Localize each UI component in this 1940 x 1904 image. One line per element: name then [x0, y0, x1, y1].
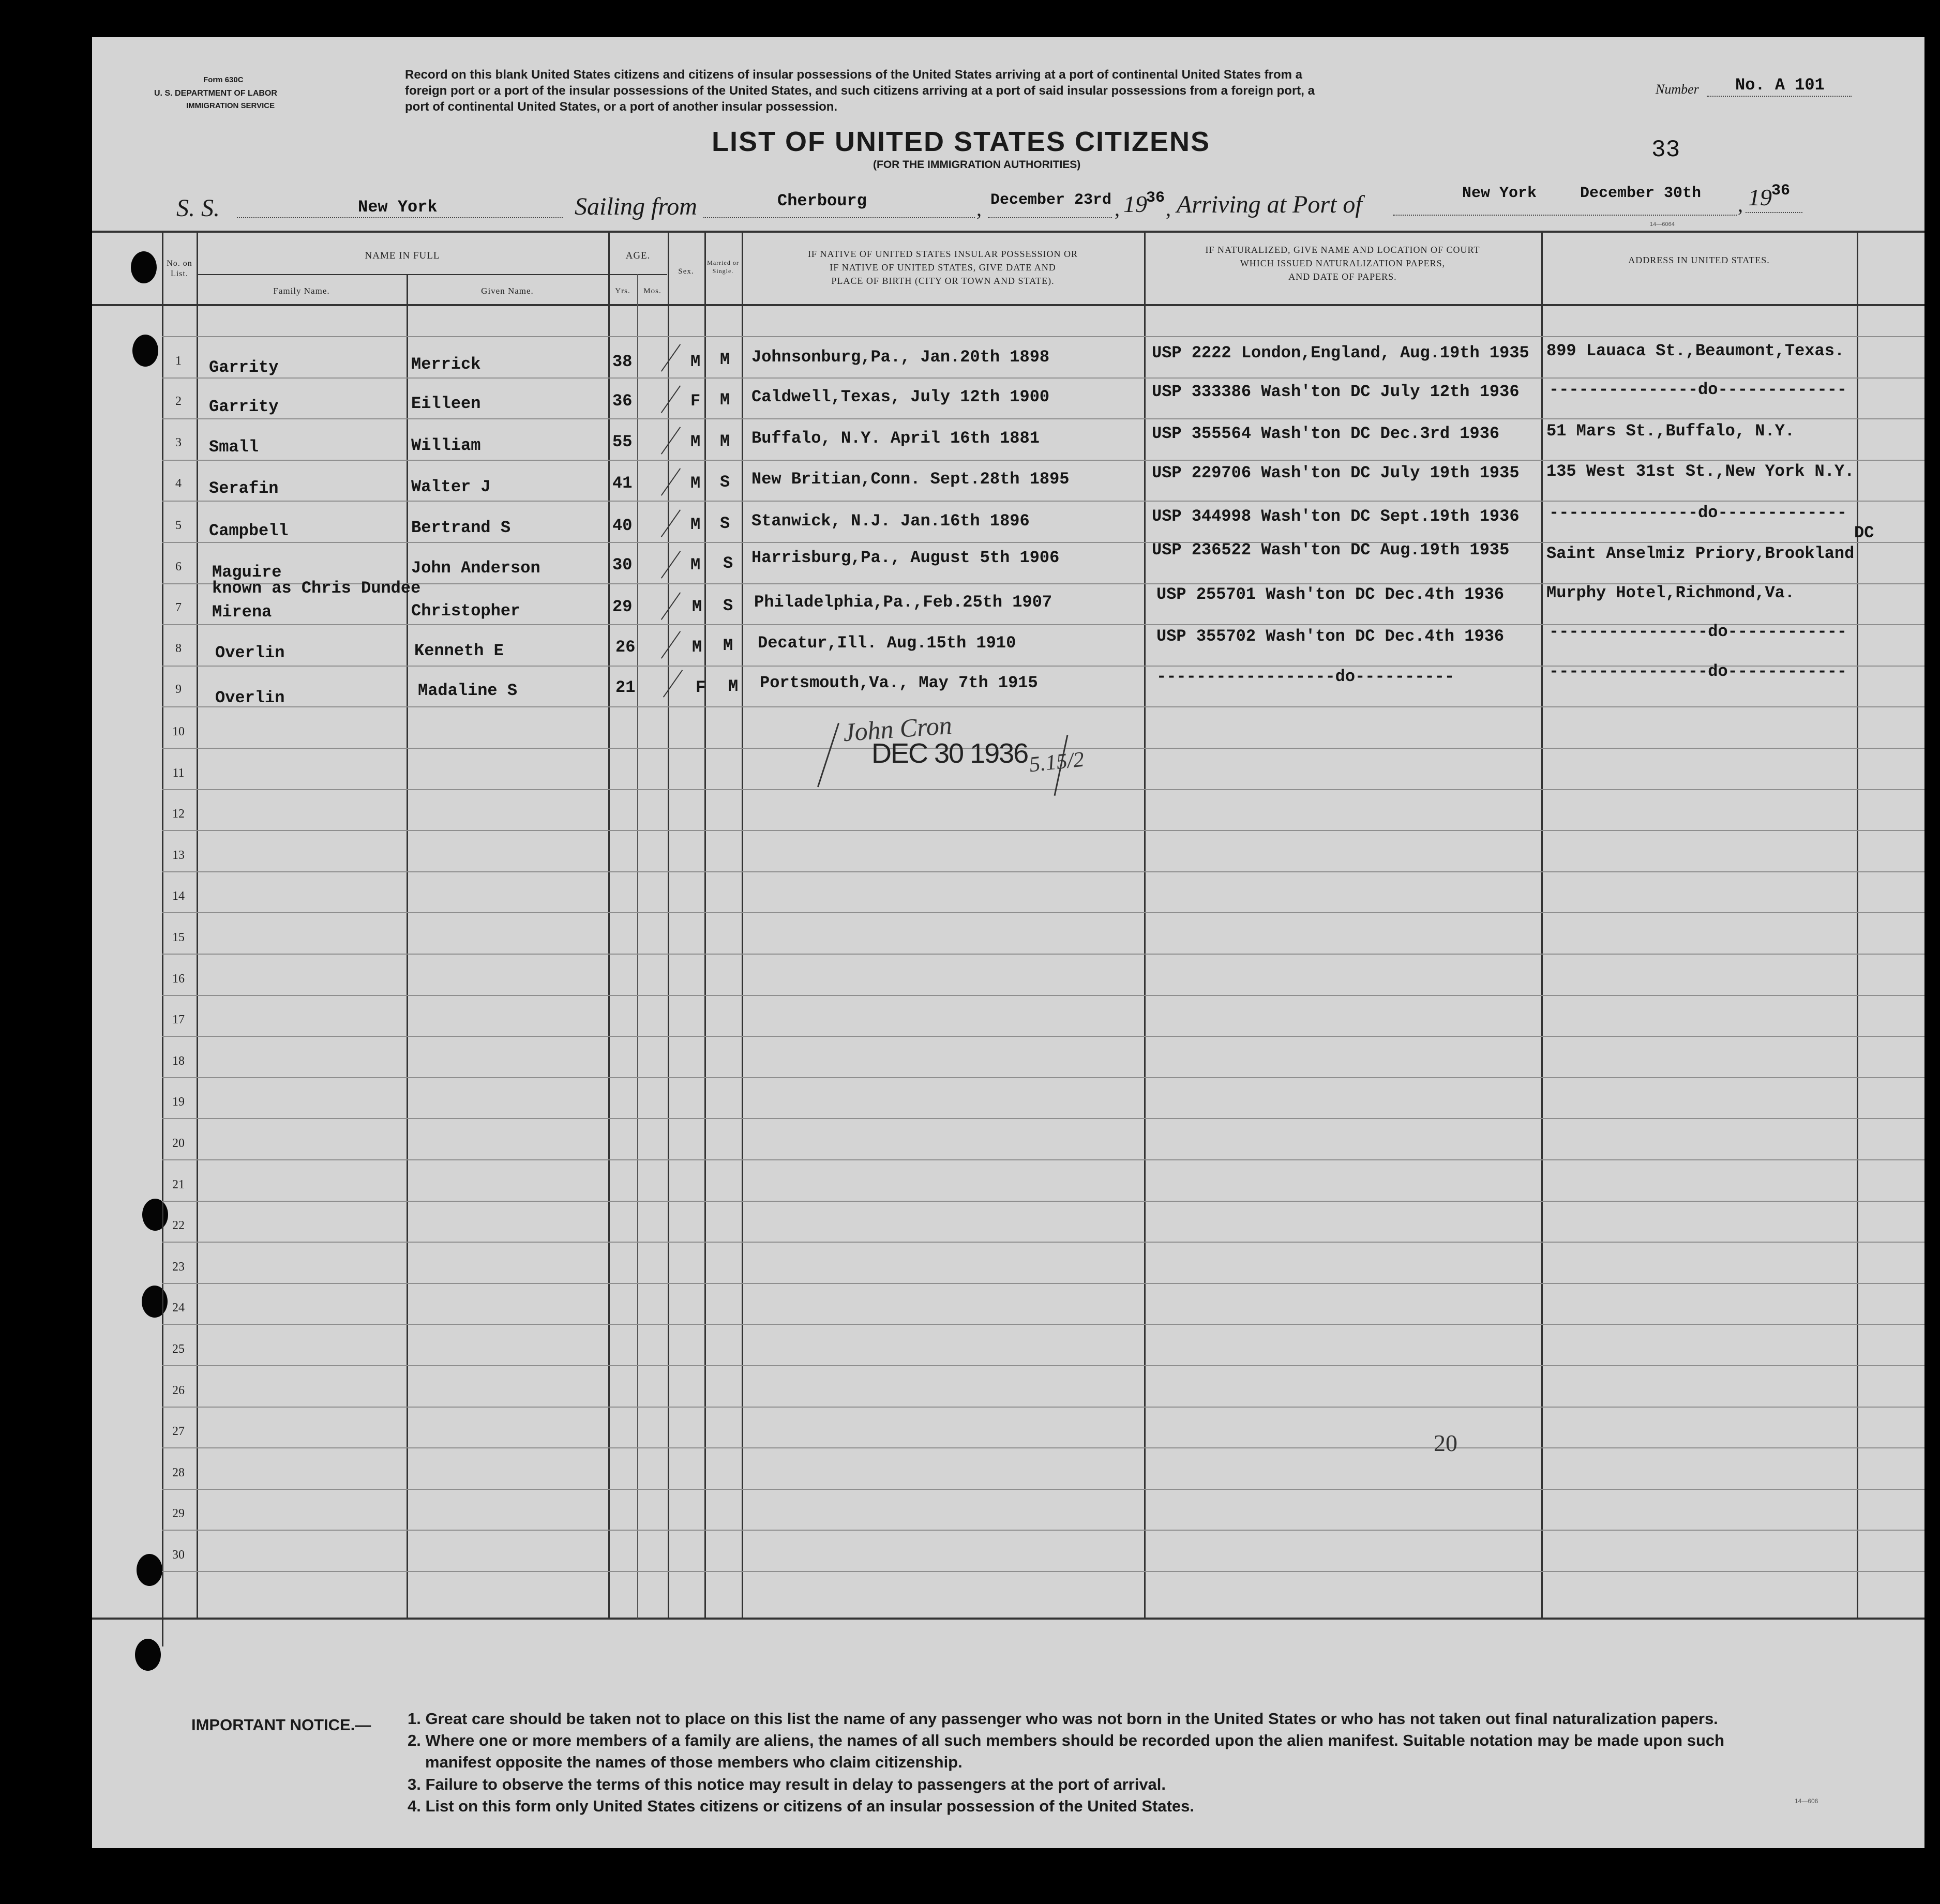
ruled-line: [162, 1324, 1924, 1325]
family-name: Garrity: [209, 397, 279, 416]
age-years: 41: [612, 474, 633, 493]
sail-date: December 23rd: [990, 191, 1112, 209]
given-name: Eilleen: [411, 394, 481, 413]
age-years: 21: [615, 678, 636, 697]
col-header-name: NAME IN FULL: [365, 250, 440, 261]
age-years: 40: [612, 516, 633, 535]
ruled-line: [162, 748, 1924, 749]
arrival-year-suffix: 36: [1771, 182, 1791, 200]
row-number: 3: [175, 436, 182, 449]
margin-number: 20: [1434, 1430, 1457, 1456]
notice-item: 2. Where one or more members of a family are aliens, the names of all such members should be recorded upon the alien manifest. Suitable notation may be made upon such: [408, 1731, 1725, 1749]
address: Saint Anselmiz Priory,Brookland: [1546, 544, 1855, 563]
column-rule: [197, 231, 198, 1619]
ruled-line: [162, 1159, 1924, 1160]
address: ----------------do------------: [1549, 622, 1847, 641]
birth-info: Stanwick, N.J. Jan.16th 1896: [751, 511, 1030, 531]
ruled-line: [162, 1447, 1924, 1448]
punch-hole: [137, 1554, 162, 1586]
col-header-age: AGE.: [625, 250, 651, 261]
sail-year-suffix: 36: [1146, 189, 1165, 207]
marital-status: S: [723, 596, 733, 615]
arrival-underline: [1393, 215, 1737, 216]
nat-header-line: AND DATE OF PAPERS.: [1288, 271, 1397, 282]
given-name: John Anderson: [411, 558, 540, 578]
dc-note: DC: [1854, 523, 1874, 542]
arrival-date: December 30th: [1580, 185, 1702, 202]
ruled-line: [162, 995, 1924, 996]
marital-status: M: [720, 350, 730, 369]
column-rule: [668, 231, 669, 1619]
address: 51 Mars St.,Buffalo, N.Y.: [1546, 421, 1795, 441]
ruled-line: [162, 1489, 1924, 1490]
ruled-line: [162, 1118, 1924, 1119]
ss-label: S. S.: [176, 194, 220, 222]
sex: M: [692, 638, 702, 657]
ruled-line: [162, 954, 1924, 955]
given-name: Walter J: [411, 477, 491, 496]
row-number: 20: [172, 1137, 185, 1150]
page-title: LIST OF UNITED STATES CITIZENS: [712, 126, 1210, 157]
ruled-line: [162, 706, 1924, 707]
sail-date-underline: [988, 217, 1112, 218]
birth-info: Caldwell,Texas, July 12th 1900: [751, 387, 1050, 406]
from-port: Cherbourg: [777, 191, 867, 210]
page-mark: 33: [1651, 137, 1680, 163]
ruled-line: [162, 1201, 1924, 1202]
birth-header-line: PLACE OF BIRTH (CITY OR TOWN AND STATE).: [831, 276, 1055, 286]
address: Murphy Hotel,Richmond,Va.: [1546, 583, 1795, 602]
from-underline: [703, 217, 975, 218]
ship-name: New York: [358, 198, 438, 217]
sex: M: [690, 432, 701, 451]
ruled-line: [162, 871, 1924, 872]
naturalization-info: ------------------do----------: [1156, 667, 1455, 686]
form-sheet: [92, 37, 1924, 1848]
sex: F: [690, 391, 701, 411]
footer-code: 14—606: [1795, 1797, 1818, 1805]
col-header-given: Given Name.: [481, 286, 534, 296]
family-name: Overlin: [215, 688, 285, 707]
ship-underline: [237, 217, 563, 218]
naturalization-info: USP 2222 London,England, Aug.19th 1935: [1152, 343, 1529, 362]
address: ---------------do-------------: [1549, 380, 1847, 399]
marital-status: S: [720, 514, 730, 533]
page-subtitle: (FOR THE IMMIGRATION AUTHORITIES): [873, 159, 1081, 171]
row-number: 13: [172, 849, 185, 862]
ruled-line: [162, 830, 1924, 831]
col-header-address: ADDRESS IN UNITED STATES.: [1628, 255, 1770, 265]
row-number: 22: [172, 1219, 185, 1232]
row-number: 1: [175, 354, 182, 368]
given-name: Merrick: [411, 355, 481, 374]
address: ----------------do------------: [1549, 662, 1847, 681]
table-top-border: [92, 231, 1924, 233]
ruled-line: [162, 1407, 1924, 1408]
list-number: No. A 101: [1735, 75, 1825, 95]
ruled-line: [162, 1036, 1924, 1037]
col-header-sex: Sex.: [678, 267, 694, 276]
sailing-label: Sailing from: [575, 193, 697, 220]
form-number: Form 630C: [203, 75, 244, 84]
age-years: 38: [612, 352, 633, 371]
ruled-line: [162, 377, 1924, 379]
ruled-line: [162, 789, 1924, 790]
comma: ,: [1166, 197, 1171, 220]
comma: ,: [1115, 197, 1120, 220]
address: ---------------do-------------: [1549, 503, 1847, 522]
arriving-label: Arriving at Port of: [1177, 191, 1362, 218]
notice-heading: IMPORTANT NOTICE.—: [191, 1716, 371, 1734]
ruled-line: [162, 1365, 1924, 1366]
ruled-line: [162, 501, 1924, 502]
age-years: 36: [612, 391, 633, 411]
col-header-birth: [742, 247, 1144, 288]
inspector-signature: John Cron: [842, 710, 953, 747]
sex: F: [696, 678, 706, 697]
row-number: 24: [172, 1301, 185, 1314]
given-name: William: [411, 436, 481, 455]
sex: M: [690, 555, 701, 575]
inspector-initials: 5.15/2: [1028, 747, 1086, 777]
family-name: Small: [209, 437, 259, 457]
ruled-line: [162, 912, 1924, 913]
col-header-family: Family Name.: [273, 286, 330, 296]
ruled-line: [162, 460, 1924, 461]
col-header-married: Married or Single.: [707, 259, 739, 275]
row-number: 8: [175, 642, 182, 655]
row-number: 17: [172, 1013, 185, 1026]
row-number: 26: [172, 1384, 185, 1397]
column-rule: [1857, 231, 1858, 1619]
naturalization-info: USP 355564 Wash'ton DC Dec.3rd 1936: [1152, 424, 1500, 443]
age-years: 55: [612, 432, 633, 451]
instructions-line: Record on this blank United States citizens and citizens of insular possessions of the United States arriving at a port of continental United States from a: [405, 68, 1302, 82]
ruled-line: [162, 336, 1924, 337]
family-name: Maguire: [212, 563, 282, 582]
row-number: 11: [172, 766, 185, 780]
row-number: 6: [175, 560, 182, 573]
instructions-line: port of continental United States, or a port of another insular possession.: [405, 100, 838, 114]
family-name: Mirena: [212, 602, 272, 622]
sex: M: [692, 597, 702, 616]
col-header-yrs: Yrs.: [615, 287, 630, 295]
marital-status: M: [728, 677, 739, 696]
marital-status: M: [720, 432, 730, 451]
column-rule: [608, 231, 610, 1619]
naturalization-info: USP 236522 Wash'ton DC Aug.19th 1935: [1152, 540, 1510, 560]
row-number: 27: [172, 1425, 185, 1438]
number-label: Number: [1656, 82, 1699, 97]
comma: ,: [1738, 193, 1743, 216]
ruled-line: [162, 418, 1924, 419]
row-number: 21: [172, 1178, 185, 1191]
row-number: 2: [175, 395, 182, 408]
col-header-mos: Mos.: [643, 287, 661, 295]
number-underline: [1707, 96, 1852, 97]
alias-note: known as Chris Dundee: [212, 579, 421, 598]
row-number: 4: [175, 477, 182, 490]
row-number: 15: [172, 931, 185, 944]
marital-status: M: [720, 390, 730, 410]
address: 899 Lauaca St.,Beaumont,Texas.: [1546, 341, 1845, 360]
col-header-no: No. on List.: [167, 259, 192, 278]
ruled-line: [162, 1242, 1924, 1243]
print-code: 14—6064: [1650, 221, 1675, 228]
given-name: Bertrand S: [411, 518, 511, 537]
comma: ,: [976, 197, 982, 220]
row-number: 23: [172, 1260, 185, 1274]
row-number: 12: [172, 807, 185, 821]
naturalization-info: USP 229706 Wash'ton DC July 19th 1935: [1152, 463, 1520, 482]
address: 135 West 31st St.,New York N.Y.: [1546, 462, 1855, 481]
sail-year-prefix: 19: [1123, 191, 1147, 217]
notice-item: manifest opposite the names of those members who claim citizenship.: [425, 1753, 963, 1771]
naturalization-info: USP 355702 Wash'ton DC Dec.4th 1936: [1156, 627, 1505, 646]
row-number: 25: [172, 1342, 185, 1356]
column-rule: [1144, 231, 1146, 1619]
nat-header-line: WHICH ISSUED NATURALIZATION PAPERS,: [1240, 258, 1446, 268]
row-number: 14: [172, 889, 185, 903]
notice-item: 1. Great care should be taken not to place on this list the name of any passenger who was not born in the United States or who has not taken out final naturalization papers.: [408, 1710, 1718, 1728]
ruled-line: [162, 1571, 1924, 1572]
header-bottom-border: [92, 304, 1924, 306]
sex: M: [690, 515, 701, 534]
given-name: Christopher: [411, 601, 521, 621]
service-label: IMMIGRATION SERVICE: [186, 101, 275, 110]
punch-hole: [132, 335, 158, 367]
naturalization-info: USP 344998 Wash'ton DC Sept.19th 1936: [1152, 507, 1520, 526]
family-name: Garrity: [209, 358, 279, 377]
nat-header-line: IF NATURALIZED, GIVE NAME AND LOCATION OF COURT: [1205, 245, 1480, 255]
header-divider: [197, 274, 667, 275]
age-years: 30: [612, 555, 633, 575]
naturalization-info: USP 333386 Wash'ton DC July 12th 1936: [1152, 382, 1520, 401]
column-rule: [704, 231, 706, 1619]
ruled-line: [162, 1283, 1924, 1284]
row-number: 19: [172, 1095, 185, 1109]
marital-status: S: [720, 473, 730, 492]
row-number: 10: [172, 725, 185, 738]
given-name: Madaline S: [418, 681, 518, 700]
sex: M: [690, 474, 701, 493]
age-years: 29: [612, 597, 633, 616]
department-label: U. S. DEPARTMENT OF LABOR: [154, 89, 277, 98]
family-name: Overlin: [215, 643, 285, 662]
birth-info: New Britian,Conn. Sept.28th 1895: [751, 470, 1070, 489]
sex: M: [690, 352, 701, 371]
instructions-line: foreign port or a port of the insular possessions of the United States, and such citizens arriving at a port of said insular possessions from a foreign port, a: [405, 84, 1315, 98]
row-number: 30: [172, 1548, 185, 1562]
ruled-line: [162, 1077, 1924, 1078]
row-number: 9: [175, 683, 182, 696]
notice-item: 3. Failure to observe the terms of this notice may result in delay to passengers at the port of arrival.: [408, 1775, 1166, 1793]
notice-item: 4. List on this form only United States citizens or citizens of an insular possession of the United States.: [408, 1797, 1194, 1815]
col-header-naturalized: [1144, 243, 1541, 283]
table-bottom-border: [92, 1618, 1924, 1620]
birth-header-line: IF NATIVE OF UNITED STATES, GIVE DATE AND: [830, 262, 1056, 273]
ruled-line: [162, 542, 1924, 543]
date-stamp: DEC 30 1936: [871, 738, 1028, 769]
birth-info: Harrisburg,Pa., August 5th 1906: [751, 548, 1060, 567]
arrival-port: New York: [1462, 185, 1537, 202]
family-name: Serafin: [209, 479, 279, 498]
column-rule: [407, 274, 408, 1619]
age-years: 26: [615, 638, 636, 657]
birth-info: Buffalo, N.Y. April 16th 1881: [751, 429, 1040, 448]
birth-info: Portsmouth,Va., May 7th 1915: [760, 673, 1038, 692]
column-rule: [637, 274, 638, 1619]
row-number: 16: [172, 972, 185, 986]
birth-header-line: IF NATIVE OF UNITED STATES INSULAR POSSESSION OR: [807, 249, 1078, 259]
arrival-year-prefix: 19: [1748, 184, 1772, 210]
row-number: 18: [172, 1054, 185, 1068]
row-number: 5: [175, 519, 182, 532]
column-rule: [742, 231, 743, 1619]
row-number: 29: [172, 1507, 185, 1520]
naturalization-info: USP 255701 Wash'ton DC Dec.4th 1936: [1156, 585, 1505, 604]
marital-status: S: [723, 554, 733, 573]
column-rule: [1541, 231, 1543, 1619]
given-name: Kenneth E: [414, 641, 504, 660]
row-number: 7: [175, 601, 182, 614]
birth-info: Johnsonburg,Pa., Jan.20th 1898: [751, 347, 1050, 367]
punch-hole: [135, 1639, 161, 1671]
birth-info: Decatur,Ill. Aug.15th 1910: [758, 633, 1016, 653]
punch-hole: [131, 251, 157, 283]
ruled-line: [162, 1530, 1924, 1531]
arrival-year-underline: [1746, 212, 1802, 213]
row-number: 28: [172, 1466, 185, 1479]
marital-status: M: [723, 636, 733, 655]
birth-info: Philadelphia,Pa.,Feb.25th 1907: [754, 593, 1052, 612]
family-name: Campbell: [209, 521, 289, 540]
